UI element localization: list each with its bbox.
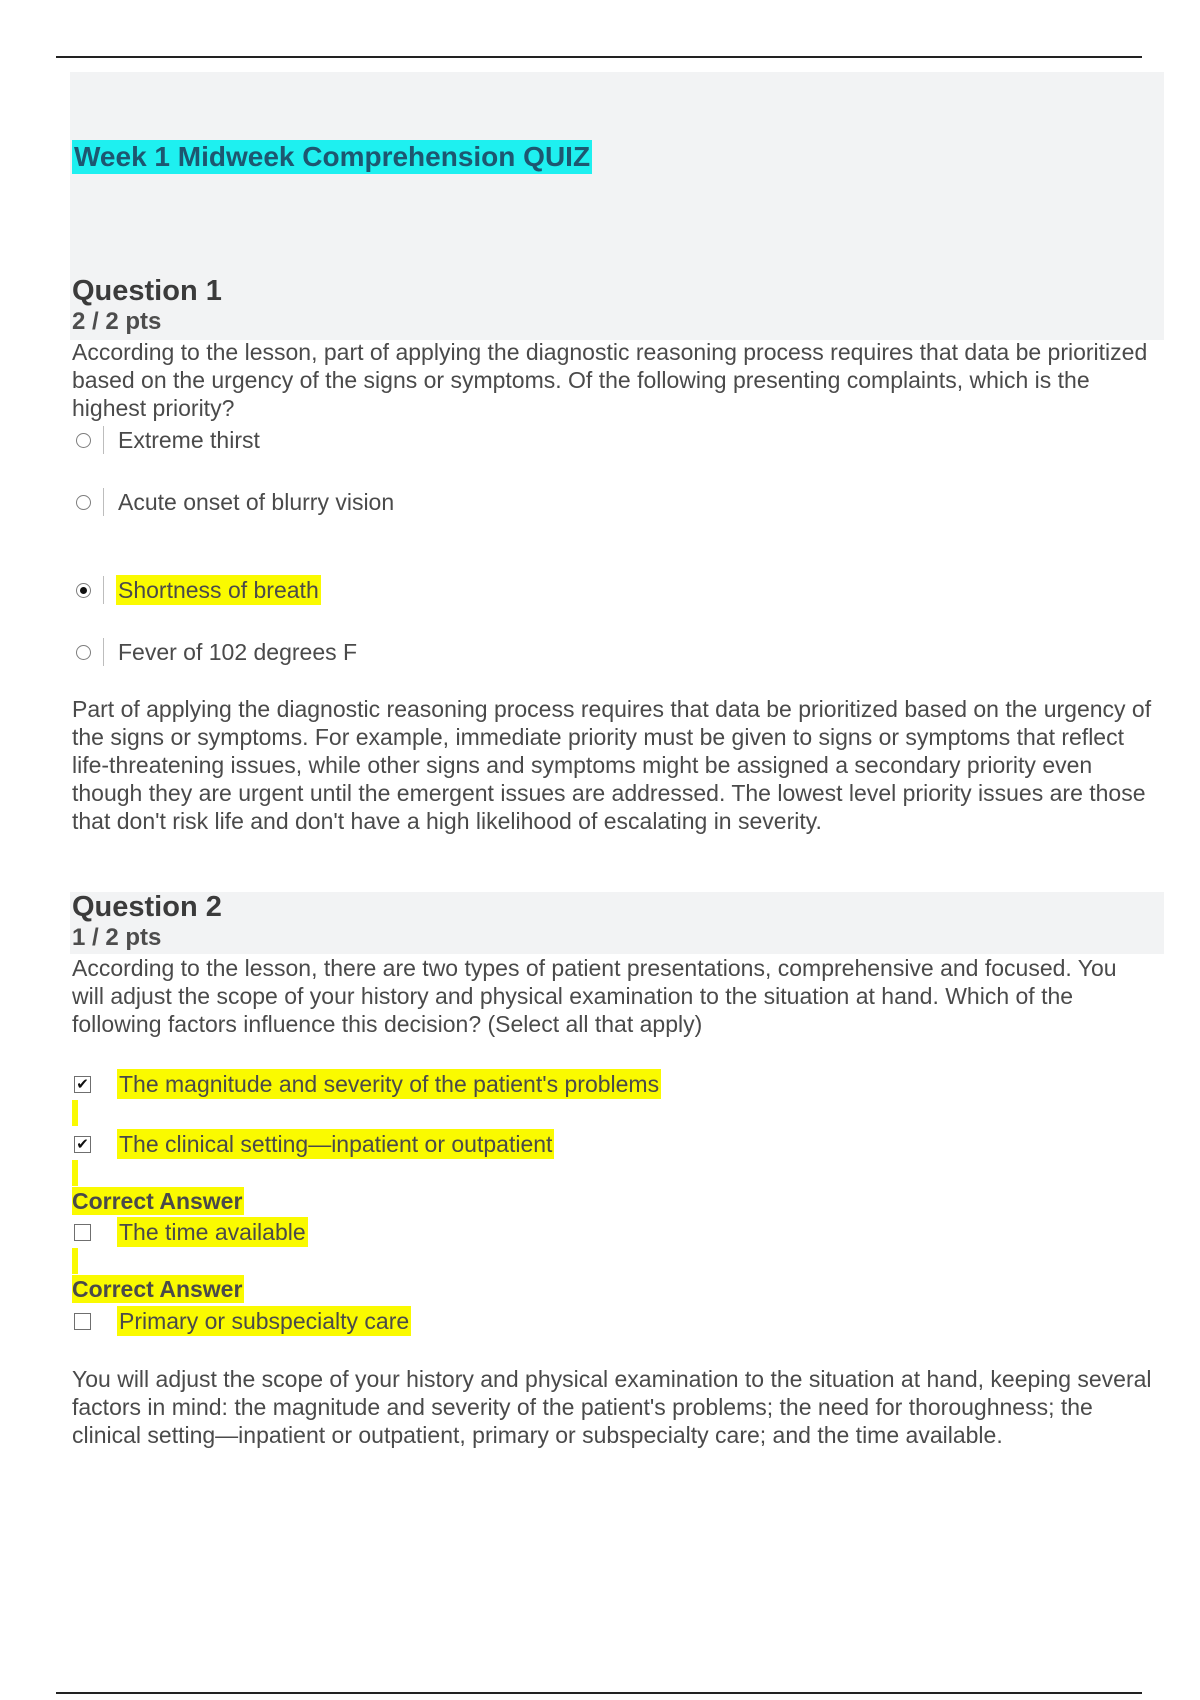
- question-2-heading: Question 2: [72, 891, 222, 923]
- checkbox-checked[interactable]: ✔: [74, 1076, 91, 1093]
- q2-option-1[interactable]: [70, 1066, 661, 1102]
- quiz-title: Week 1 Midweek Comprehension QUIZ: [74, 141, 591, 172]
- option-label: The magnitude and severity of the patient's problems: [119, 1071, 660, 1097]
- highlight-bar: [72, 1248, 78, 1274]
- q2-option-3[interactable]: [70, 1214, 308, 1250]
- correct-answer-label: Correct Answer: [72, 1188, 243, 1214]
- divider: [103, 576, 104, 604]
- question-2-points: 1 / 2 pts: [72, 924, 162, 951]
- question-2-explanation: You will adjust the scope of your history and physical examination to the situation at hand, keeping several factors in mind: the magnitude and severity of the patient's problems; the need for thoroughness; the clinical setting—inpatient or outpatient, primary or subspecialty care; and the time available.: [72, 1366, 1152, 1448]
- q1-option-1[interactable]: [70, 422, 262, 458]
- header-band: [70, 72, 1164, 340]
- checkbox[interactable]: [74, 1224, 91, 1241]
- highlight-bar: [72, 1160, 78, 1186]
- question-2-header-band: [70, 892, 1164, 954]
- q2-option-4[interactable]: [70, 1303, 411, 1339]
- option-label: The time available: [119, 1219, 306, 1245]
- option-label-selected: Shortness of breath: [118, 577, 319, 603]
- q1-option-3[interactable]: [70, 572, 321, 608]
- checkbox[interactable]: [74, 1313, 91, 1330]
- highlight-bar: [72, 1100, 78, 1126]
- option-label: Primary or subspecialty care: [119, 1308, 410, 1334]
- bottom-rule: [56, 1692, 1142, 1694]
- correct-answer-label: Correct Answer: [72, 1276, 243, 1302]
- option-label: Acute onset of blurry vision: [118, 489, 395, 515]
- option-label: Fever of 102 degrees F: [118, 639, 358, 665]
- divider: [103, 638, 104, 666]
- question-1-explanation: Part of applying the diagnostic reasoning process requires that data be prioritized based on the urgency of the signs or symptoms. For example, immediate priority must be given to signs or symptoms that reflect life-threatening issues, while other signs and symptoms might be assigned a secondary priority even though they are urgent until the emergent issues are addressed. The lowest level priority issues are those that don't risk life and don't have a high likelihood of escalating in severity.: [72, 696, 1152, 834]
- question-1-heading: Question 1: [72, 275, 222, 307]
- divider: [103, 488, 104, 516]
- question-2-prompt: According to the lesson, there are two types of patient presentations, comprehensive and focused. You will adjust the scope of your history and physical examination to the situation at hand. Which of the following factors influence this decision? (Select all that apply): [72, 955, 1117, 1037]
- question-1-prompt: According to the lesson, part of applying the diagnostic reasoning process requires that data be prioritized based on the urgency of the signs or symptoms. Of the following presenting complaints, which is the highest priority?: [72, 339, 1148, 421]
- radio-button-selected[interactable]: [76, 583, 91, 598]
- top-rule: [56, 56, 1142, 58]
- q1-option-2[interactable]: [70, 484, 396, 520]
- option-label: Extreme thirst: [118, 427, 260, 453]
- radio-button[interactable]: [76, 433, 91, 448]
- checkbox-checked[interactable]: ✔: [74, 1136, 91, 1153]
- divider: [103, 426, 104, 454]
- radio-button[interactable]: [76, 645, 91, 660]
- q1-option-4[interactable]: [70, 634, 359, 670]
- option-label: The clinical setting—inpatient or outpatient: [119, 1131, 553, 1157]
- q2-option-2[interactable]: [70, 1126, 554, 1162]
- radio-button[interactable]: [76, 495, 91, 510]
- question-1-points: 2 / 2 pts: [72, 308, 162, 335]
